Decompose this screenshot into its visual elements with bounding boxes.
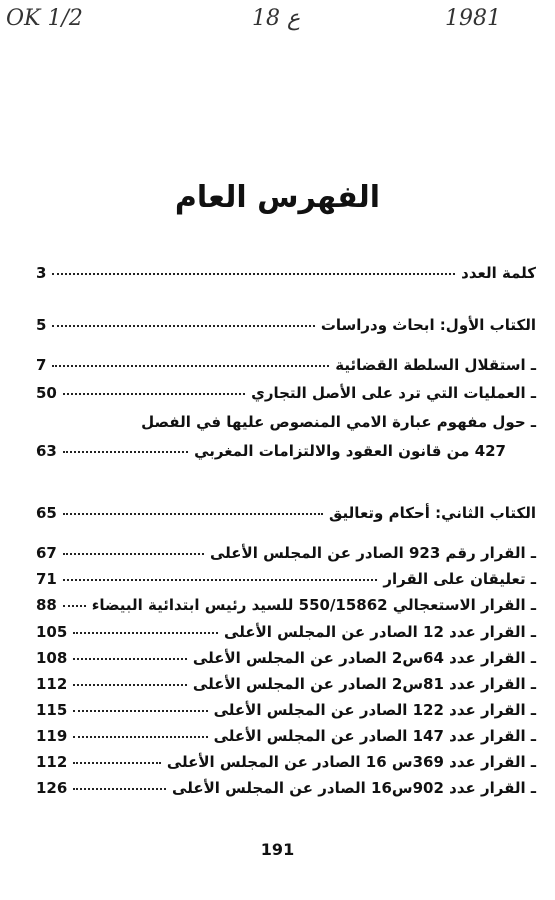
toc-entry-label: 427 من قانون العقود والالتزامات المغربي xyxy=(194,442,506,460)
dot-leader xyxy=(63,449,188,453)
toc-entry-page: 50 xyxy=(36,384,57,402)
toc-entry xyxy=(36,566,536,592)
dot-leader xyxy=(73,708,207,712)
toc-entry-page: 105 xyxy=(36,623,68,641)
toc-entry xyxy=(36,312,536,338)
dot-leader xyxy=(73,786,166,790)
toc-entry xyxy=(36,723,536,749)
toc-entry-label: ـ القرار عدد 902س16 الصادر عن المجلس الأعلى xyxy=(172,779,536,797)
toc-entry-label: ـ القرار عدد 147 الصادر عن المجلس الأعلى xyxy=(213,727,536,745)
handwritten-note-left: OK 1/2 xyxy=(6,6,83,31)
toc-entry xyxy=(36,697,536,723)
dot-leader xyxy=(63,603,86,607)
dot-leader xyxy=(52,271,455,275)
toc-entry-page: 3 xyxy=(36,264,47,282)
toc-entry-label: ـ القرار عدد 64س2 الصادر عن المجلس الأعلى xyxy=(192,649,536,667)
toc-entry-page: 63 xyxy=(36,442,57,460)
handwritten-year: 1981 xyxy=(445,6,501,31)
dot-leader xyxy=(73,734,207,738)
toc-entry-page: 126 xyxy=(36,779,68,797)
toc-entry-label: ـ حول مفهوم عبارة الامي المنصوص عليها في الفصل xyxy=(141,413,536,431)
toc-entry xyxy=(36,540,536,566)
toc-entry-page: 119 xyxy=(36,727,68,745)
toc-entry xyxy=(36,645,536,671)
toc-entry-label: الكتاب الأول: ابحاث ودراسات xyxy=(320,316,536,334)
toc-entry xyxy=(36,775,536,801)
toc-entry-page: 7 xyxy=(36,356,47,374)
dot-leader xyxy=(63,577,378,581)
toc-entry-label: كلمة العدد xyxy=(461,264,536,282)
toc-entry xyxy=(36,260,536,286)
toc-entry-page: 67 xyxy=(36,544,57,562)
dot-leader xyxy=(73,682,187,686)
handwritten-note-middle: 18 ع xyxy=(252,6,301,31)
toc-entry xyxy=(36,671,536,697)
toc-entry-label: ـ القرار عدد 122 الصادر عن المجلس الأعلى xyxy=(213,701,536,719)
toc-entry-label: ـ القرار عدد 12 الصادر عن المجلس الأعلى xyxy=(224,623,536,641)
page-number: 191 xyxy=(260,840,295,859)
dot-leader xyxy=(52,323,314,327)
toc-entry xyxy=(36,592,536,618)
toc-entry-page: 108 xyxy=(36,649,68,667)
dot-leader xyxy=(73,760,161,764)
toc-entry-label: ـ استقلال السلطة القضائية xyxy=(335,356,536,374)
toc-entry xyxy=(36,380,536,406)
toc-entry-label: ـ تعليقان على القرار xyxy=(383,570,536,588)
toc-entry-page: 112 xyxy=(36,675,68,693)
page-title: الفهرس العام xyxy=(174,180,381,215)
toc-entry xyxy=(36,409,536,435)
toc-entry-label: ـ القرار رقم 923 الصادر عن المجلس الأعلى xyxy=(210,544,536,562)
dot-leader xyxy=(73,656,187,660)
toc-entry-page: 5 xyxy=(36,316,47,334)
toc-entry-label: ـ العمليات التي ترد على الأصل التجاري xyxy=(251,384,536,402)
dot-leader xyxy=(63,551,204,555)
toc-entry-page: 115 xyxy=(36,701,68,719)
dot-leader xyxy=(73,630,218,634)
toc-entry xyxy=(36,352,536,378)
dot-leader xyxy=(63,511,323,515)
toc-entry-page: 65 xyxy=(36,504,57,522)
dot-leader xyxy=(63,391,245,395)
toc-entry-page: 71 xyxy=(36,570,57,588)
toc-entry-label: ـ القرار عدد 369س 16 الصادر عن المجلس الأعلى xyxy=(166,753,536,771)
toc-entry xyxy=(36,619,536,645)
toc-entry-label: ـ القرار عدد 81س2 الصادر عن المجلس الأعلى xyxy=(192,675,536,693)
dot-leader xyxy=(52,363,329,367)
toc-entry xyxy=(36,749,536,775)
toc-entry-page: 88 xyxy=(36,596,57,614)
toc-entry-label: ـ القرار الاستعجالي 550/15862 للسيد رئيس ابتدائية البيضاء xyxy=(91,596,536,614)
toc-entry-page: 112 xyxy=(36,753,68,771)
toc-entry xyxy=(36,438,536,464)
toc-entry-label: الكتاب الثاني: أحكام وتعاليق xyxy=(329,504,536,522)
toc-entry xyxy=(36,500,536,526)
